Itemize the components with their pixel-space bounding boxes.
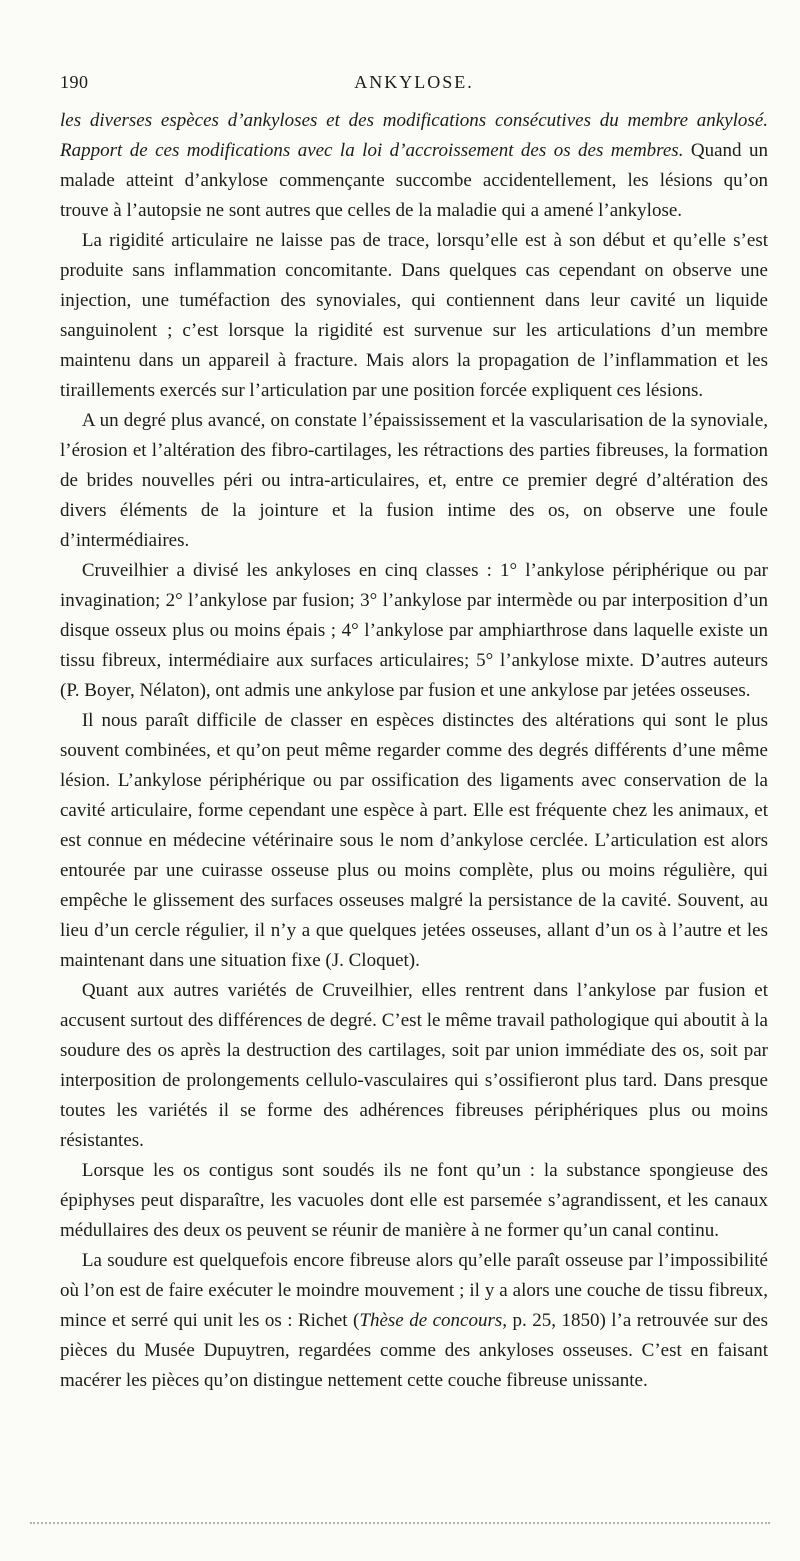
- page-number: 190: [60, 72, 89, 92]
- paragraph-2: [60, 226, 768, 406]
- paragraph-8: [60, 1246, 768, 1396]
- paragraph-8-text-after-citation: , p. 25, 1850) l’a retrouvée sur des pièces du Musée Dupuytren, regardées comme des ankyloses osseuses. C’est en faisant macérer les pièces qu’on distingue nettement cette couche fibreuse unissante.: [60, 1310, 768, 1391]
- paragraph-8-citation: Thèse de concours: [359, 1310, 503, 1331]
- paragraph-8-text-before-citation: La soudure est quelquefois encore fibreuse alors qu’elle paraît osseuse par l’impossibilité où l’on est de faire exécuter le moindre mouvement ; il y a alors une couche de tissu fibreux, mince et serré qui unit les os : Richet (: [60, 1250, 768, 1331]
- paragraph-2-text: La rigidité articulaire ne laisse pas de trace, lorsqu’elle est à son début et qu’elle s’est produite sans inflammation concomitante. Dans quelques cas cependant on observe une injection, une tuméfaction des synoviales, qui contiennent dans leur cavité un liquide sanguinolent ; c’est lorsque la rigidité est survenue sur les articulations d’un membre maintenu dans un appareil à fracture. Mais alors la propagation de l’inflammation et les tiraillements exercés sur l’articulation par une position forcée expliquent ces lésions.: [60, 230, 768, 401]
- paragraph-4-text: Cruveilhier a divisé les ankyloses en cinq classes : 1° l’ankylose périphérique ou par invagination; 2° l’ankylose par fusion; 3° l’ankylose par intermède ou par interposition d’un disque osseux plus ou moins épais ; 4° l’ankylose par amphiarthrose dans laquelle existe un tissu fibreux, intermédiaire aux surfaces articulaires; 5° l’ankylose mixte. D’autres auteurs (P. Boyer, Nélaton), ont admis une ankylose par fusion et une ankylose par jetées osseuses.: [60, 560, 768, 701]
- body-text: [60, 106, 768, 1396]
- paragraph-5: [60, 706, 768, 976]
- paragraph-7: [60, 1156, 768, 1246]
- paragraph-1: [60, 106, 768, 226]
- paragraph-6: [60, 976, 768, 1156]
- paragraph-7-text: Lorsque les os contigus sont soudés ils ne font qu’un : la substance spongieuse des épiphyses peut disparaître, les vacuoles dont elle est parsemée s’agrandissent, et les canaux médullaires des deux os peuvent se réunir de manière à ne former qu’un canal continu.: [60, 1160, 768, 1241]
- bottom-dotted-rule: [30, 1522, 770, 1524]
- paragraph-1-text: Quand un malade atteint d’ankylose commençante succombe accidentellement, les lésions qu’on trouve à l’autopsie ne sont autres que celles de la maladie qui a amené l’ankylose.: [60, 140, 768, 221]
- book-page: [60, 72, 768, 1396]
- paragraph-3: [60, 406, 768, 556]
- paragraph-6-text: Quant aux autres variétés de Cruveilhier, elles rentrent dans l’ankylose par fusion et accusent surtout des différences de degré. C’est le même travail pathologique qui aboutit à la soudure des os après la destruction des cartilages, soit par union immédiate des os, soit par interposition de prolongements cellulo-vasculaires qui s’ossifieront plus tard. Dans presque toutes les variétés il se forme des adhérences fibreuses périphériques plus ou moins résistantes.: [60, 980, 768, 1151]
- paragraph-5-text: Il nous paraît difficile de classer en espèces distinctes des altérations qui sont le plus souvent combinées, et qu’on peut même regarder comme des degrés différents d’une même lésion. L’ankylose périphérique ou par ossification des ligaments avec conservation de la cavité articulaire, forme cependant une espèce à part. Elle est fréquente chez les animaux, et est connue en médecine vétérinaire sous le nom d’ankylose cerclée. L’articulation est alors entourée par une cuirasse osseuse plus ou moins complète, plus ou moins régulière, qui empêche le glissement des surfaces osseuses malgré la persistance de la cavité. Souvent, au lieu d’un cercle régulier, il n’y a que quelques jetées osseuses, allant d’un os à l’autre et les maintenant dans une situation fixe (J. Cloquet).: [60, 710, 768, 971]
- running-head: [60, 72, 768, 106]
- paragraph-1-italic-title: les diverses espèces d’ankyloses et des modifications consécutives du membre ankylosé. Rapport de ces modifications avec la loi d’accroissement des os des membres.: [60, 110, 768, 161]
- running-title: ANKYLOSE.: [354, 72, 474, 92]
- paragraph-4: [60, 556, 768, 706]
- paragraph-3-text: A un degré plus avancé, on constate l’épaississement et la vascularisation de la synoviale, l’érosion et l’altération des fibro-cartilages, les rétractions des parties fibreuses, la formation de brides nouvelles péri ou intra-articulaires, et, entre ce premier degré d’altération des divers éléments de la jointure et la fusion intime des os, on observe une foule d’intermédiaires.: [60, 410, 768, 551]
